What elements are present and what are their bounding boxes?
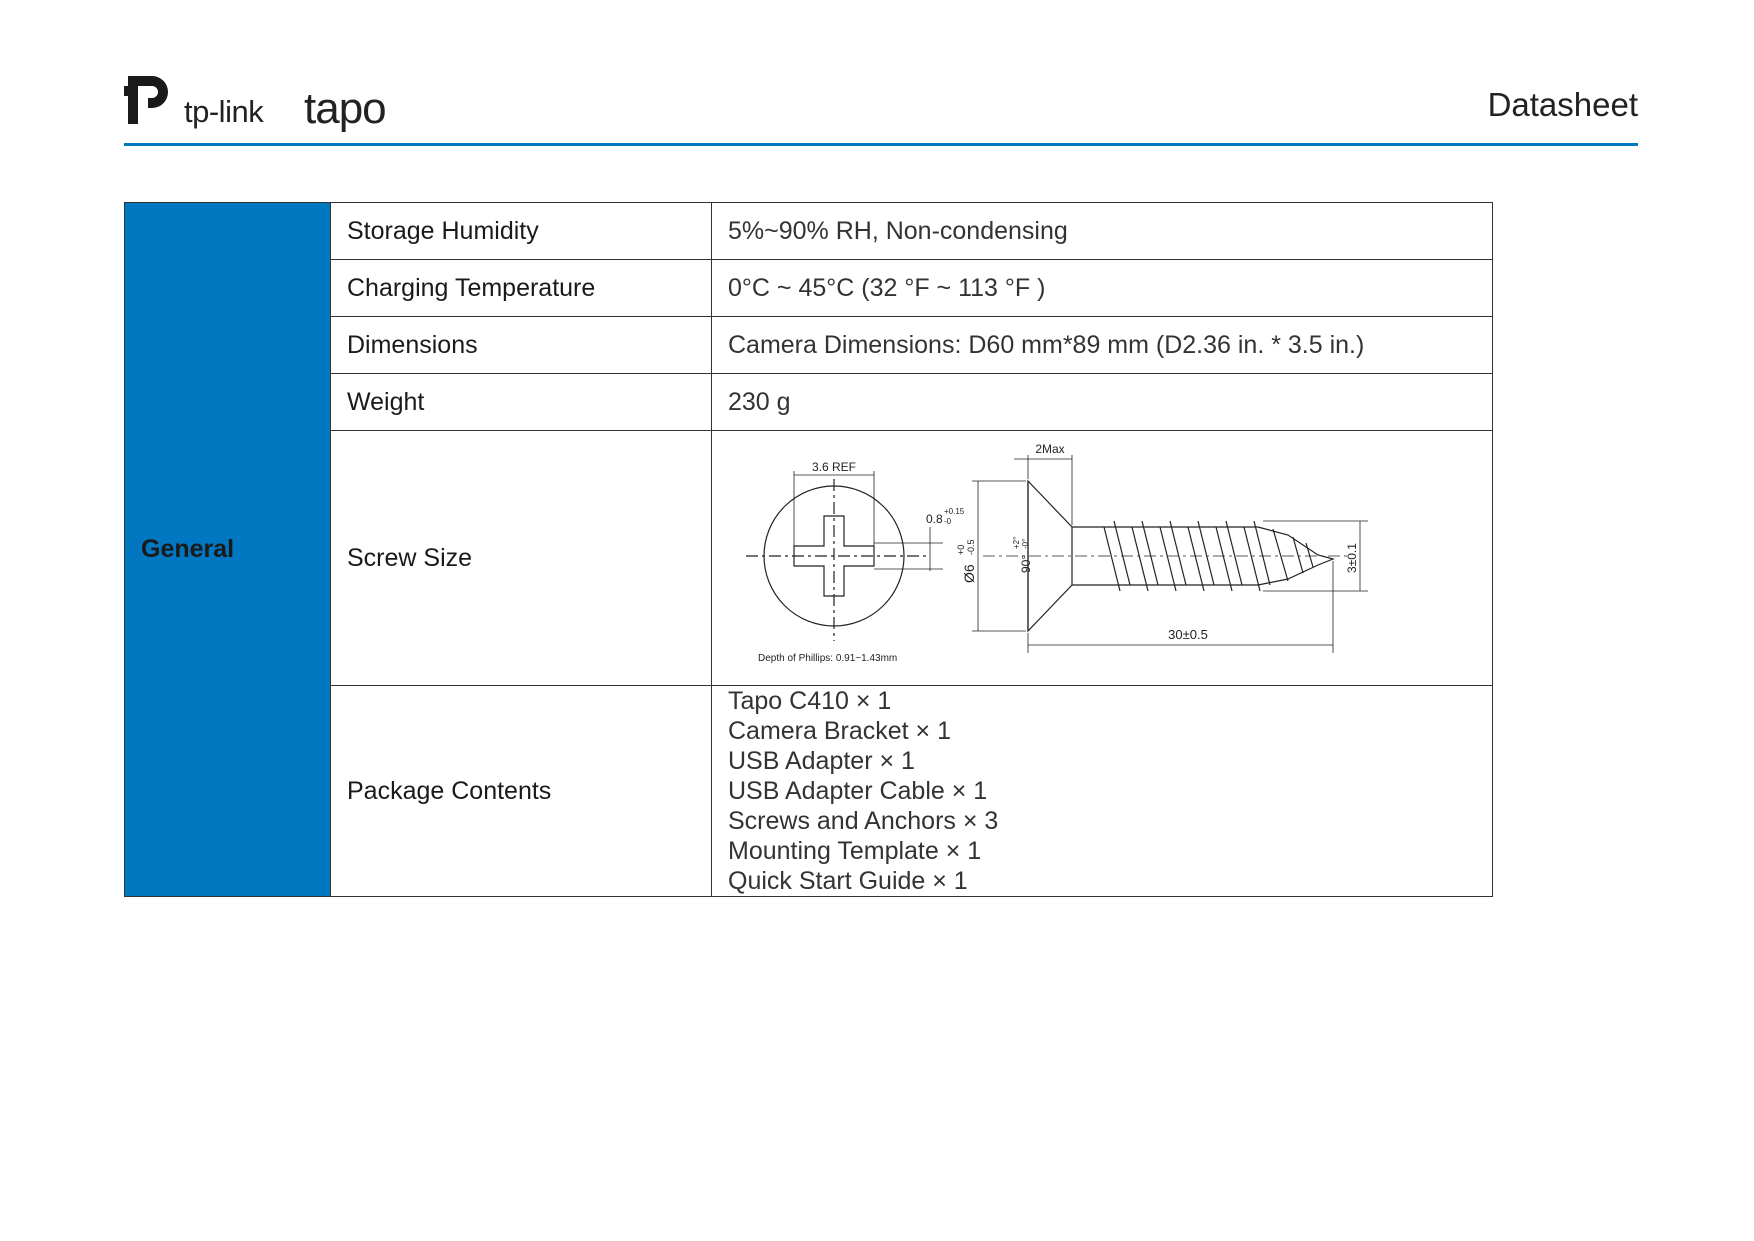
package-contents-list bbox=[712, 686, 1493, 897]
dim-head-dia-tol-plus: +0 bbox=[956, 544, 966, 555]
dim-slot-label: 0.8 bbox=[926, 512, 943, 526]
header-divider bbox=[124, 143, 1638, 146]
table-row bbox=[125, 374, 1493, 431]
dim-head-dia-label: Ø6 bbox=[961, 564, 977, 583]
dim-length-label: 30±0.5 bbox=[1168, 627, 1208, 642]
list-item: Quick Start Guide × 1 bbox=[728, 867, 968, 895]
category-cell: General bbox=[125, 203, 331, 897]
spec-value: 230 g bbox=[712, 374, 1493, 431]
dim-angle-label: 90° bbox=[1019, 554, 1033, 573]
spec-value: 0°C ~ 45°C (32 °F ~ 113 °F ) bbox=[712, 260, 1493, 317]
phillips-depth-note: Depth of Phillips: 0.91~1.43mm bbox=[758, 653, 898, 664]
list-item: Tapo C410 × 1 bbox=[728, 687, 892, 715]
dim-head-dia-tol-minus: -0.5 bbox=[966, 539, 976, 555]
dim-shank-dia-label: 3±0.1 bbox=[1345, 543, 1359, 573]
spec-value: Camera Dimensions: D60 mm*89 mm (D2.36 in. * 3.5 in.) bbox=[712, 317, 1493, 374]
document-type: Datasheet bbox=[1487, 86, 1638, 123]
spec-table bbox=[124, 202, 1493, 897]
spec-label: Package Contents bbox=[331, 686, 712, 897]
spec-value: 5%~90% RH, Non-condensing bbox=[712, 203, 1493, 260]
screw-head-top-view bbox=[746, 460, 965, 664]
table-row bbox=[125, 431, 1493, 686]
table-row bbox=[125, 260, 1493, 317]
table-row bbox=[125, 686, 1493, 897]
list-item: Screws and Anchors × 3 bbox=[728, 807, 999, 835]
page-header bbox=[124, 72, 1638, 152]
dim-angle-tol-minus: -0° bbox=[1021, 538, 1030, 549]
spec-label: Screw Size bbox=[331, 431, 712, 686]
list-item: USB Adapter Cable × 1 bbox=[728, 777, 988, 805]
spec-label: Dimensions bbox=[331, 317, 712, 374]
screw-diagram bbox=[728, 431, 1508, 685]
tp-link-logo-icon bbox=[124, 72, 180, 128]
product-brand-name: tapo bbox=[304, 84, 386, 133]
spec-label: Weight bbox=[331, 374, 712, 431]
dim-angle-tol-plus: +2° bbox=[1012, 536, 1021, 549]
screw-diagram-cell bbox=[712, 431, 1493, 686]
spec-label: Storage Humidity bbox=[331, 203, 712, 260]
dim-slot-tol-minus: -0 bbox=[944, 517, 952, 526]
list-item: Mounting Template × 1 bbox=[728, 837, 982, 865]
list-item: USB Adapter × 1 bbox=[728, 747, 915, 775]
spec-label: Charging Temperature bbox=[331, 260, 712, 317]
dim-head-max-label: 2Max bbox=[1035, 442, 1065, 456]
dim-ref-label: 3.6 REF bbox=[811, 460, 857, 474]
table-row bbox=[125, 317, 1493, 374]
table-row bbox=[125, 203, 1493, 260]
dim-slot-tol-plus: +0.15 bbox=[944, 507, 965, 516]
screw-side-view bbox=[956, 442, 1368, 653]
list-item: Camera Bracket × 1 bbox=[728, 717, 952, 745]
brand-name: tp-link bbox=[184, 94, 264, 129]
